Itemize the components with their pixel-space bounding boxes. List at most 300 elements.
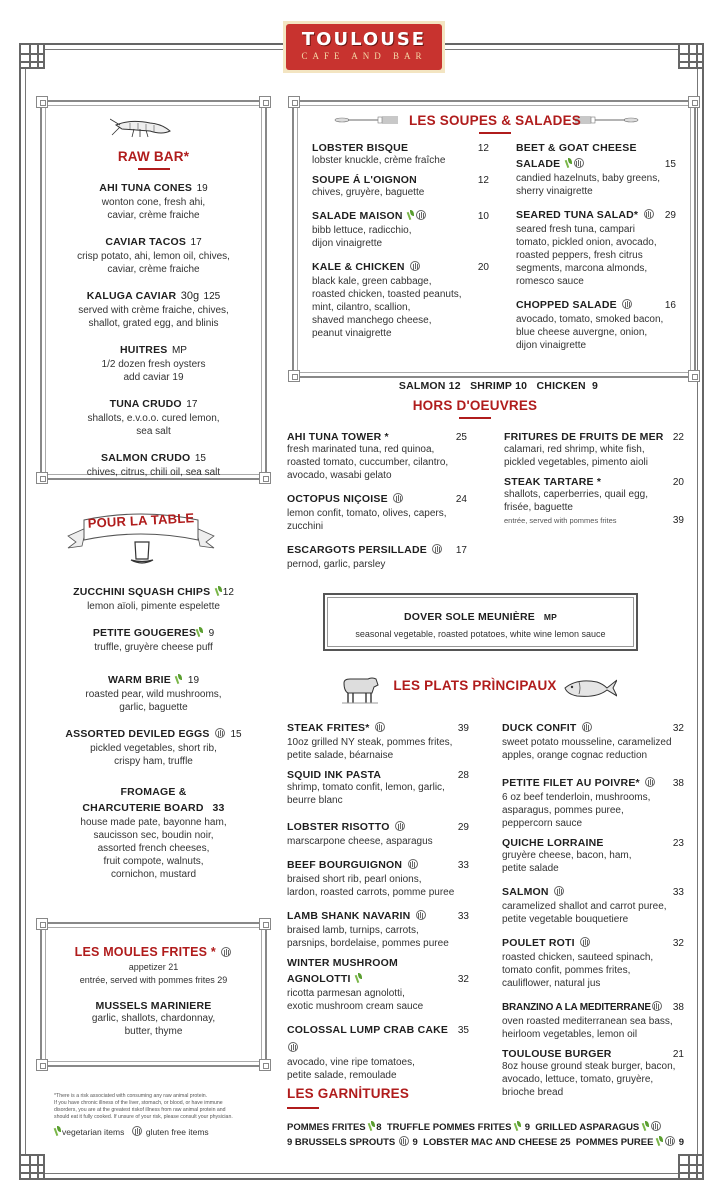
side-price: 9 bbox=[524, 1122, 531, 1133]
item-desc: heirloom vegetables, lemon oil bbox=[502, 1029, 638, 1040]
item-price: 17 bbox=[186, 399, 198, 410]
gluten-free-icon bbox=[215, 728, 225, 738]
item-name: AHI TUNA CONES bbox=[99, 182, 193, 194]
item-desc: seasonal vegetable, roasted potatoes, white wine lemon sauce bbox=[355, 629, 606, 639]
gluten-free-icon bbox=[574, 158, 584, 168]
disclaimer-line: should eat it fully cooked. If unsure of your risk, please consult your physician. bbox=[54, 1114, 233, 1120]
gluten-free-icon bbox=[416, 210, 426, 220]
item-price: 38 bbox=[672, 778, 684, 789]
item-name: SALMON CRUDO bbox=[101, 452, 191, 464]
item-name: LOBSTER RISOTTO bbox=[287, 821, 390, 833]
item-desc: ricotta parmesan agnolotti, bbox=[287, 988, 405, 999]
raw-bar-list bbox=[44, 178, 263, 489]
item-price: 12 bbox=[477, 175, 489, 186]
item-desc: oven roasted mediterranean sea bass, bbox=[502, 1016, 673, 1027]
gluten-free-icon bbox=[651, 1121, 661, 1131]
item-desc: peppercorn sauce bbox=[502, 818, 583, 829]
menu-item bbox=[44, 394, 263, 438]
item-desc: fresh marinated tuna, red quinoa, bbox=[287, 444, 435, 455]
item-desc: add caviar 19 bbox=[123, 372, 184, 383]
garnitures-list bbox=[287, 1121, 687, 1148]
item-price: 17 bbox=[455, 545, 467, 556]
vegetarian-leaf-icon bbox=[55, 1126, 61, 1136]
item-desc: lobster knuckle, crème fraîche bbox=[312, 155, 446, 166]
item-desc: lardon, roasted carrots, pomme puree bbox=[287, 887, 455, 898]
item-desc: bibb lettuce, radicchio, bbox=[312, 225, 412, 236]
gluten-free-icon bbox=[393, 493, 403, 503]
item-desc: beurre blanc bbox=[287, 795, 343, 806]
item-desc: roasted chicken, sauteed spinach, bbox=[502, 952, 654, 963]
item-desc: shrimp, tomato confit, lemon, garlic, bbox=[287, 782, 445, 793]
item-price: 19 bbox=[196, 183, 208, 194]
item-desc: sweet potato mousseline, caramelized bbox=[502, 737, 672, 748]
menu-item bbox=[287, 957, 469, 1013]
item-price: 10 bbox=[477, 211, 489, 222]
menu-item bbox=[287, 906, 469, 950]
side-name: 9 BRUSSELS SPROUTS bbox=[287, 1137, 396, 1148]
menu-item bbox=[44, 178, 263, 222]
item-desc: frisée, baguette bbox=[504, 502, 573, 513]
side-price: 25 bbox=[559, 1137, 571, 1148]
item-price: 25 bbox=[455, 432, 467, 443]
logo-subtitle: CAFE AND BAR bbox=[301, 51, 427, 61]
item-desc: candied hazelnuts, baby greens, bbox=[516, 173, 660, 184]
disclaimer bbox=[54, 1093, 274, 1137]
item-price: 22 bbox=[672, 432, 684, 443]
menu-item bbox=[44, 670, 263, 714]
box-corner-ornament bbox=[259, 96, 271, 108]
gluten-free-icon bbox=[580, 937, 590, 947]
item-desc: crisp potato, ahi, lemon oil, chives, bbox=[77, 251, 230, 262]
item-desc: avocado, lettuce, tomato, gruyère, bbox=[502, 1074, 654, 1085]
item-price: 33 bbox=[672, 887, 684, 898]
hors-title: HORS D'OEUVRES bbox=[412, 398, 538, 413]
menu-item bbox=[502, 1048, 684, 1099]
item-name: TOULOUSE BURGER bbox=[502, 1048, 612, 1060]
item-desc: garlic, baguette bbox=[119, 702, 188, 713]
menu-item bbox=[516, 142, 676, 198]
gluten-free-icon bbox=[395, 821, 405, 831]
box-corner-ornament bbox=[259, 918, 271, 930]
addons-text: SALMON 12 SHRIMP 10 CHICKEN 9 bbox=[398, 380, 599, 392]
item-name: CAVIAR TACOS bbox=[105, 236, 187, 248]
menu-item bbox=[287, 431, 467, 482]
disclaimer-line: *There is a risk associated with consuming any raw animal protein. bbox=[54, 1093, 208, 1099]
item-name: HUITRES bbox=[120, 344, 168, 356]
menu-item bbox=[44, 582, 263, 613]
item-desc: pernod, garlic, parsley bbox=[287, 559, 386, 570]
item-desc: house made pate, bayonne ham, bbox=[80, 817, 227, 828]
item-name: KALE & CHICKEN bbox=[312, 261, 405, 273]
item-name: AGNOLOTTI bbox=[287, 973, 351, 985]
item-price: MP bbox=[543, 612, 558, 622]
item-desc: shaved manchego cheese, bbox=[312, 315, 432, 326]
vegetarian-leaf-icon bbox=[216, 586, 222, 596]
menu-item bbox=[312, 142, 489, 167]
item-price: 35 bbox=[457, 1025, 469, 1036]
gluten-free-icon bbox=[622, 299, 632, 309]
vegetarian-leaf-icon bbox=[657, 1136, 663, 1146]
hors-header bbox=[380, 398, 570, 419]
title-underline bbox=[287, 1107, 319, 1109]
item-price: 19 bbox=[187, 675, 200, 686]
moules-appetizer-price: appetizer 21 bbox=[128, 962, 179, 972]
title-underline bbox=[459, 417, 491, 419]
item-price: 39 bbox=[457, 723, 469, 734]
item-desc: 6 oz beef tenderloin, mushrooms, bbox=[502, 792, 651, 803]
cow-illustration bbox=[340, 673, 380, 705]
item-name: COLOSSAL LUMP CRAB CAKE bbox=[287, 1024, 449, 1036]
side-name: GRILLED ASPARAGUS bbox=[535, 1122, 640, 1133]
item-name: STEAK FRITES* bbox=[287, 722, 370, 734]
item-desc: sherry vinaigrette bbox=[516, 186, 593, 197]
item-name: BEET & GOAT CHEESE bbox=[516, 142, 637, 154]
box-corner-ornament bbox=[36, 918, 48, 930]
item-desc: lemon aïoli, pimente espelette bbox=[87, 601, 220, 612]
menu-item bbox=[44, 724, 263, 768]
item-name: QUICHE LORRAINE bbox=[502, 837, 604, 849]
item-desc: sea salt bbox=[136, 426, 171, 437]
garnitures-title: LES GARNİTURES bbox=[287, 1086, 410, 1101]
item-name: OCTOPUS NIÇOISE bbox=[287, 493, 388, 505]
fish-illustration bbox=[563, 676, 617, 700]
item-price: 15 bbox=[664, 159, 676, 170]
item-desc: caviar, crème fraiche bbox=[107, 264, 200, 275]
side-price: 9 bbox=[412, 1137, 418, 1148]
item-desc: avocado, tomato, smoked bacon, bbox=[516, 314, 664, 325]
menu-item bbox=[504, 476, 684, 527]
item-desc: shallots, caperberries, quail egg, bbox=[504, 489, 648, 500]
item-note: entrée, served with pommes frites bbox=[504, 516, 617, 525]
gluten-free-icon bbox=[410, 261, 420, 271]
legend-gf: gluten free items bbox=[145, 1127, 209, 1137]
vegetarian-leaf-icon bbox=[197, 627, 203, 637]
item-price: 39 bbox=[672, 515, 684, 526]
logo-title: TOULOUSE bbox=[301, 29, 427, 50]
garnitures-line bbox=[287, 1136, 687, 1148]
soupes-header bbox=[400, 113, 590, 134]
vegetarian-leaf-icon bbox=[515, 1121, 521, 1131]
gluten-free-icon bbox=[554, 886, 564, 896]
vegetarian-leaf-icon bbox=[176, 674, 182, 684]
item-price: 24 bbox=[455, 494, 467, 505]
frame-corner-ornament bbox=[19, 43, 45, 69]
menu-item bbox=[44, 340, 263, 384]
top-hat-illustration bbox=[130, 540, 154, 566]
item-price: 20 bbox=[477, 262, 489, 273]
item-price: 15 bbox=[230, 729, 242, 740]
menu-item bbox=[287, 718, 469, 762]
item-desc: mint, cilantro, scallion, bbox=[312, 302, 411, 313]
menu-item bbox=[287, 855, 469, 899]
item-price: 15 bbox=[194, 453, 206, 464]
frame-corner-ornament bbox=[678, 43, 704, 69]
item-name: ASSORTED DEVILED EGGS bbox=[65, 728, 210, 740]
item-price: 33 bbox=[212, 802, 225, 814]
item-name: STEAK TARTARE * bbox=[504, 476, 602, 488]
item-desc: petite salade, remoulade bbox=[287, 1070, 397, 1081]
item-price: 12 bbox=[477, 143, 489, 154]
item-price: 33 bbox=[457, 860, 469, 871]
gluten-free-icon bbox=[582, 722, 592, 732]
item-price: 20 bbox=[672, 477, 684, 488]
box-corner-ornament bbox=[288, 96, 300, 108]
item-desc: saucisson sec, boudin noir, bbox=[93, 830, 214, 841]
protein-addons bbox=[292, 358, 696, 394]
item-name: DOVER SOLE MEUNIÈRE bbox=[403, 611, 535, 623]
item-desc: assorted french cheeses, bbox=[97, 843, 210, 854]
item-name: SALMON bbox=[502, 886, 549, 898]
plats-title: LES PLATS PRÌNCIPAUX bbox=[393, 678, 557, 693]
gluten-free-icon bbox=[645, 777, 655, 787]
item-name: POULET ROTI bbox=[502, 937, 575, 949]
disclaimer-line: disorders, you are at the greatest riskof illness from raw animal protein and bbox=[54, 1107, 226, 1113]
box-corner-ornament bbox=[259, 1059, 271, 1071]
moules-entree-price: entrée, served with pommes frites 29 bbox=[79, 975, 228, 985]
item-desc: roasted peppers, fresh citrus bbox=[516, 250, 643, 261]
item-size: 30g bbox=[180, 290, 200, 302]
box-corner-ornament bbox=[688, 96, 700, 108]
item-desc: butter, thyme bbox=[124, 1026, 183, 1037]
item-desc: asparagus, pommes puree, bbox=[502, 805, 624, 816]
item-name: CHARCUTERIE BOARD bbox=[82, 802, 204, 814]
item-desc: served with crème fraiche, chives, bbox=[78, 305, 229, 316]
side-name: POMMES FRITES bbox=[287, 1122, 366, 1133]
item-desc: shallot, grated egg, and blinis bbox=[88, 318, 219, 329]
item-desc: seared fresh tuna, campari bbox=[516, 224, 635, 235]
menu-item bbox=[287, 1020, 469, 1082]
item-name: FRITURES DE FRUITS DE MER bbox=[504, 431, 664, 443]
item-price: 32 bbox=[672, 723, 684, 734]
menu-item bbox=[44, 286, 263, 330]
item-name: MUSSELS MARINIERE bbox=[95, 1000, 212, 1012]
item-price: 125 bbox=[203, 291, 221, 302]
gluten-free-icon bbox=[408, 859, 418, 869]
item-desc: fruit compote, walnuts, bbox=[103, 856, 204, 867]
vegetarian-leaf-icon bbox=[643, 1121, 649, 1131]
item-desc: avocado, vine ripe tomatoes, bbox=[287, 1057, 415, 1068]
toulouse-logo bbox=[283, 21, 445, 73]
gluten-free-icon bbox=[399, 1136, 409, 1146]
garnitures-header bbox=[287, 1086, 409, 1109]
menu-item bbox=[502, 997, 684, 1041]
menu-item bbox=[287, 489, 467, 533]
item-price: 38 bbox=[672, 1002, 684, 1013]
side-price: 8 bbox=[376, 1122, 382, 1133]
item-desc: pickled vegetables, short rib, bbox=[90, 743, 217, 754]
item-desc: roasted chicken, toasted peanuts, bbox=[312, 289, 462, 300]
item-desc: parsnips, bordelaise, pommes puree bbox=[287, 938, 449, 949]
menu-item bbox=[44, 448, 263, 479]
side-name: LOBSTER MAC AND CHEESE bbox=[423, 1137, 558, 1148]
vegetarian-leaf-icon bbox=[369, 1121, 375, 1131]
item-desc: avocado, wasabi gelato bbox=[287, 470, 392, 481]
menu-item bbox=[312, 174, 489, 199]
gluten-free-icon bbox=[221, 947, 231, 957]
item-desc: roasted pear, wild mushrooms, bbox=[85, 689, 222, 700]
gluten-free-icon bbox=[652, 1001, 662, 1011]
item-desc: chives, gruyère, baguette bbox=[312, 187, 425, 198]
menu-item bbox=[516, 295, 676, 352]
menu-item bbox=[502, 933, 684, 990]
item-price: 28 bbox=[457, 770, 469, 781]
gluten-free-icon bbox=[665, 1136, 675, 1146]
gluten-free-icon bbox=[375, 722, 385, 732]
item-desc: cauliflower, natural jus bbox=[502, 978, 601, 989]
item-desc: calamari, red shrimp, white fish, bbox=[504, 444, 645, 455]
menu-item bbox=[502, 773, 684, 830]
menu-item bbox=[502, 837, 684, 875]
side-name: TRUFFLE POMMES FRITES bbox=[386, 1122, 512, 1133]
gluten-free-icon bbox=[432, 544, 442, 554]
item-desc: dijon vinaigrette bbox=[516, 340, 587, 351]
item-desc: chives, citrus, chili oil, sea salt bbox=[86, 467, 221, 478]
item-desc: dijon vinaigrette bbox=[312, 238, 383, 249]
gluten-free-icon bbox=[132, 1126, 142, 1136]
item-desc: shallots, e.v.o.o. cured lemon, bbox=[87, 413, 220, 424]
menu-item bbox=[287, 540, 467, 571]
menu-item bbox=[502, 718, 684, 762]
item-price: 29 bbox=[457, 822, 469, 833]
item-desc: black kale, green cabbage, bbox=[312, 276, 432, 287]
item-desc: apples, orange cognac reduction bbox=[502, 750, 648, 761]
item-desc: romesco sauce bbox=[516, 276, 584, 287]
plats-right-list bbox=[502, 718, 684, 1106]
item-desc: marscarpone cheese, asparagus bbox=[287, 836, 433, 847]
legend bbox=[54, 1126, 274, 1137]
item-desc: 1/2 dozen fresh oysters bbox=[101, 359, 206, 370]
moules-content bbox=[44, 943, 263, 1038]
item-name: PETITE GOUGERES bbox=[92, 627, 197, 639]
raw-bar-title: RAW BAR* bbox=[117, 149, 190, 164]
vegetarian-leaf-icon bbox=[356, 973, 362, 983]
soupes-right-list bbox=[516, 142, 676, 359]
plats-header bbox=[390, 678, 560, 693]
item-desc: 8oz house ground steak burger, bacon, bbox=[502, 1061, 676, 1072]
item-price: MP bbox=[171, 345, 187, 356]
item-desc: braised short rib, pearl onions, bbox=[287, 874, 422, 885]
item-desc: wonton cone, fresh ahi, bbox=[101, 197, 206, 208]
menu-item bbox=[287, 817, 469, 848]
item-price: 32 bbox=[457, 974, 469, 985]
menu-item bbox=[516, 205, 676, 288]
item-desc: cornichon, mustard bbox=[110, 869, 197, 880]
soupes-title: LES SOUPES & SALADES bbox=[408, 113, 582, 128]
menu-item bbox=[44, 623, 263, 654]
item-desc: petite salade, béarnaise bbox=[287, 750, 394, 761]
item-price: 21 bbox=[672, 1049, 684, 1060]
item-name: SALADE bbox=[516, 158, 561, 170]
item-name: BEEF BOURGUIGNON bbox=[287, 859, 403, 871]
item-name: SEARED TUNA SALAD* bbox=[516, 209, 639, 221]
box-corner-ornament bbox=[36, 96, 48, 108]
item-name: SALADE MAISON bbox=[312, 210, 403, 222]
item-desc: 10oz grilled NY steak, pommes frites, bbox=[287, 737, 453, 748]
hors-right-list bbox=[504, 431, 684, 534]
frame-corner-ornament bbox=[678, 1154, 704, 1180]
item-desc: crispy ham, truffle bbox=[114, 756, 193, 767]
side-name: POMMES PUREE bbox=[575, 1137, 654, 1148]
item-desc: segments, marcona almonds, bbox=[516, 263, 648, 274]
hors-left-list bbox=[287, 431, 467, 578]
dover-sole-box bbox=[323, 593, 638, 651]
item-desc: braised lamb, turnips, carrots, bbox=[287, 925, 419, 936]
item-desc: tomato, pickled onion, avocado, bbox=[516, 237, 657, 248]
item-name: LOBSTER BISQUE bbox=[312, 142, 409, 154]
item-desc: brioche bread bbox=[502, 1087, 564, 1098]
item-desc: lemon confit, tomato, olives, capers, bbox=[287, 508, 447, 519]
menu-item bbox=[312, 206, 489, 250]
raw-bar-header bbox=[40, 149, 267, 170]
item-desc: blue cheese auvergne, onion, bbox=[516, 327, 648, 338]
item-desc: pickled vegetables, pimento aioli bbox=[504, 457, 648, 468]
garnitures-line bbox=[287, 1121, 687, 1133]
moules-title: LES MOULES FRITES * bbox=[74, 945, 216, 959]
title-underline bbox=[479, 132, 511, 134]
disclaimer-line: If you have chronic illness of the liver, stomach, or blood, or have immune bbox=[54, 1100, 223, 1106]
item-name: AHI TUNA TOWER * bbox=[287, 431, 389, 443]
item-desc: petite salade bbox=[502, 863, 559, 874]
legend-veg: vegetarian items bbox=[62, 1127, 125, 1137]
item-desc: garlic, shallots, chardonnay, bbox=[91, 1013, 216, 1024]
item-name: KALUGA CAVIAR bbox=[86, 290, 177, 302]
item-price: 33 bbox=[457, 911, 469, 922]
menu-item bbox=[44, 232, 263, 276]
item-desc: exotic mushroom cream sauce bbox=[287, 1001, 424, 1012]
item-desc: gruyère cheese, bacon, ham, bbox=[502, 850, 632, 861]
menu-item bbox=[502, 882, 684, 926]
item-price: 23 bbox=[672, 838, 684, 849]
item-price: 29 bbox=[664, 210, 676, 221]
item-desc: roasted tomato, cuccumber, cilantro, bbox=[287, 457, 449, 468]
item-desc: caramelized shallot and carrot puree, bbox=[502, 901, 667, 912]
menu-item bbox=[287, 769, 469, 807]
item-desc: tomato confit, pommes frites, bbox=[502, 965, 631, 976]
menu-item bbox=[312, 257, 489, 340]
item-desc: petite vegetable bouquetiere bbox=[502, 914, 629, 925]
item-name: ZUCCHINI SQUASH CHIPS bbox=[73, 586, 211, 598]
menu-item bbox=[504, 431, 684, 469]
plats-left-list bbox=[287, 718, 469, 1089]
item-desc: peanut vinaigrette bbox=[312, 328, 392, 339]
soupes-left-list bbox=[312, 142, 489, 347]
item-price: 12 bbox=[222, 587, 234, 598]
box-corner-ornament bbox=[36, 1059, 48, 1071]
item-name: TUNA CRUDO bbox=[109, 398, 182, 410]
item-name: WINTER MUSHROOM bbox=[287, 957, 398, 969]
side-price: 9 bbox=[678, 1137, 685, 1148]
pour-la-table-list bbox=[44, 582, 263, 891]
item-price: 17 bbox=[190, 237, 202, 248]
item-name: DUCK CONFIT bbox=[502, 722, 577, 734]
title-underline bbox=[138, 168, 170, 170]
item-price: 9 bbox=[208, 628, 215, 639]
item-name: ESCARGOTS PERSILLADE bbox=[287, 544, 427, 556]
menu-item bbox=[44, 786, 263, 881]
item-name: PETITE FILET AU POIVRE* bbox=[502, 777, 640, 789]
item-desc: zucchini bbox=[287, 521, 324, 532]
pour-la-table-title: POUR LA TABLE bbox=[87, 510, 195, 531]
vegetarian-leaf-icon bbox=[408, 210, 414, 220]
item-name: WARM BRIE bbox=[107, 674, 171, 686]
item-name: LAMB SHANK NAVARIN bbox=[287, 910, 411, 922]
fork-icon bbox=[334, 114, 399, 126]
vegetarian-leaf-icon bbox=[566, 158, 572, 168]
item-desc: caviar, crème fraiche bbox=[107, 210, 200, 221]
item-name: CHOPPED SALADE bbox=[516, 299, 617, 311]
lobster-illustration bbox=[110, 115, 174, 139]
item-name: SQUID INK PASTA bbox=[287, 769, 382, 781]
